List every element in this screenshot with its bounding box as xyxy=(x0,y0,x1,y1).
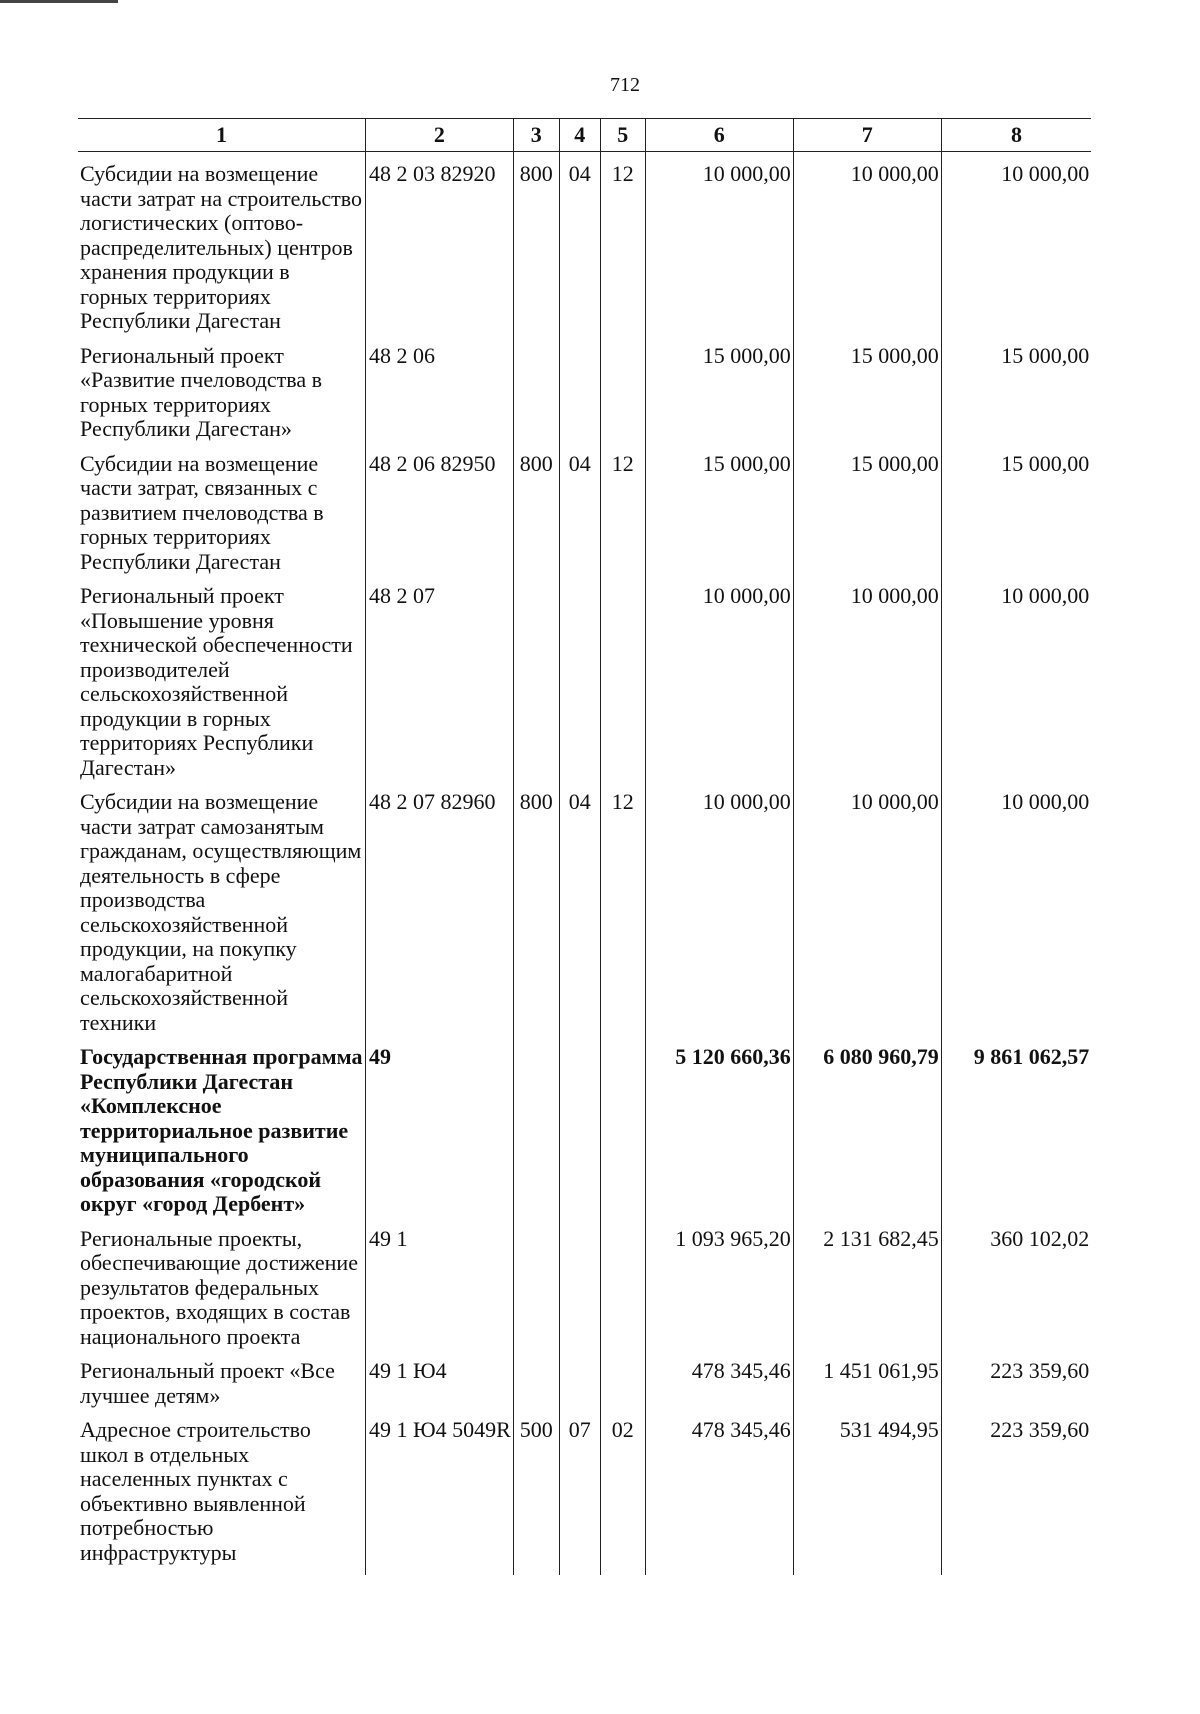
row-value-8: 10 000,00 xyxy=(941,152,1091,334)
header-col-7: 7 xyxy=(793,119,941,152)
table-row xyxy=(78,442,1091,575)
row-value-6: 15 000,00 xyxy=(645,442,793,575)
row-value-8: 9 861 062,57 xyxy=(941,1035,1091,1217)
row-code: 48 2 07 xyxy=(366,574,514,780)
header-col-3: 3 xyxy=(513,119,559,152)
row-col-4 xyxy=(559,1035,600,1217)
page-number: 712 xyxy=(610,74,640,96)
row-col-4: 07 xyxy=(559,1408,600,1575)
row-name: Субсидии на возмещение части затрат, связанных с развитием пчеловодства в горных территориях Республики Дагестан xyxy=(80,450,324,574)
budget-table xyxy=(78,118,1091,1575)
table-row xyxy=(78,780,1091,1035)
header-col-6: 6 xyxy=(645,119,793,152)
row-value-6: 10 000,00 xyxy=(645,152,793,334)
row-col-4 xyxy=(559,1217,600,1350)
table-row xyxy=(78,1217,1091,1350)
row-name: Адресное строительство школ в отдельных населенных пунктах с объективно выявленной потребностью инфраструктуры xyxy=(80,1417,311,1565)
header-col-1: 1 xyxy=(78,119,366,152)
row-value-8: 223 359,60 xyxy=(941,1408,1091,1575)
header-col-5: 5 xyxy=(600,119,645,152)
row-value-7: 531 494,95 xyxy=(793,1408,941,1575)
table-row xyxy=(78,334,1091,442)
row-col-4: 04 xyxy=(559,152,600,334)
header-row xyxy=(78,119,1091,152)
row-col-3: 800 xyxy=(513,152,559,334)
row-col-5 xyxy=(600,334,645,442)
row-value-7: 6 080 960,79 xyxy=(793,1035,941,1217)
row-value-7: 10 000,00 xyxy=(793,780,941,1035)
row-col-5 xyxy=(600,574,645,780)
row-value-6: 1 093 965,20 xyxy=(645,1217,793,1350)
row-col-3: 800 xyxy=(513,442,559,575)
row-col-3: 500 xyxy=(513,1408,559,1575)
row-value-6: 10 000,00 xyxy=(645,780,793,1035)
row-value-7: 15 000,00 xyxy=(793,442,941,575)
row-col-4 xyxy=(559,574,600,780)
row-col-5 xyxy=(600,1035,645,1217)
row-col-3: 800 xyxy=(513,780,559,1035)
row-col-5 xyxy=(600,1217,645,1350)
row-code: 48 2 03 82920 xyxy=(366,152,514,334)
row-code: 48 2 06 xyxy=(366,334,514,442)
row-col-3 xyxy=(513,1035,559,1217)
row-value-6: 15 000,00 xyxy=(645,334,793,442)
table-row xyxy=(78,1408,1091,1575)
row-name: Региональный проект «Все лучшее детям» xyxy=(80,1358,335,1408)
row-value-8: 360 102,02 xyxy=(941,1217,1091,1350)
row-col-4 xyxy=(559,334,600,442)
row-value-6: 10 000,00 xyxy=(645,574,793,780)
row-value-7: 10 000,00 xyxy=(793,152,941,334)
row-value-8: 223 359,60 xyxy=(941,1349,1091,1408)
row-col-5: 12 xyxy=(600,442,645,575)
table-row xyxy=(78,1349,1091,1408)
header-col-4: 4 xyxy=(559,119,600,152)
table-row xyxy=(78,152,1091,334)
row-name: Региональный проект «Развитие пчеловодства в горных территориях Республики Дагестан» xyxy=(80,342,323,441)
row-value-8: 15 000,00 xyxy=(941,334,1091,442)
row-name: Региональный проект «Повышение уровня технической обеспеченности производителей сельскохозяйственной продукции в горных территориях Республики Дагестан» xyxy=(80,583,353,780)
row-name: Субсидии на возмещение части затрат самозанятым гражданам, осуществляющим деятельность в сфере производства сельскохозяйственной продукции, на покупку малогабаритной сельскохозяйственной техники xyxy=(80,789,362,1035)
row-col-4 xyxy=(559,1349,600,1408)
row-col-5: 02 xyxy=(600,1408,645,1575)
row-value-7: 10 000,00 xyxy=(793,574,941,780)
row-value-6: 478 345,46 xyxy=(645,1349,793,1408)
row-value-8: 10 000,00 xyxy=(941,574,1091,780)
row-code: 48 2 07 82960 xyxy=(366,780,514,1035)
row-value-6: 478 345,46 xyxy=(645,1408,793,1575)
scan-edge-mark xyxy=(0,0,118,3)
row-col-3 xyxy=(513,1349,559,1408)
row-col-4: 04 xyxy=(559,780,600,1035)
row-col-5 xyxy=(600,1349,645,1408)
row-name: Государственная программа Республики Дагестан «Комплексное территориальное развитие муниципального образования «городской округ «город Дербент» xyxy=(80,1044,363,1216)
row-col-3 xyxy=(513,334,559,442)
row-code: 49 1 xyxy=(366,1217,514,1350)
row-col-3 xyxy=(513,1217,559,1350)
row-col-5: 12 xyxy=(600,152,645,334)
row-value-6: 5 120 660,36 xyxy=(645,1035,793,1217)
row-code: 48 2 06 82950 xyxy=(366,442,514,575)
row-value-7: 2 131 682,45 xyxy=(793,1217,941,1350)
row-code: 49 1 Ю4 xyxy=(366,1349,514,1408)
row-col-4: 04 xyxy=(559,442,600,575)
header-col-8: 8 xyxy=(941,119,1091,152)
row-value-8: 10 000,00 xyxy=(941,780,1091,1035)
row-name: Региональные проекты, обеспечивающие достижение результатов федеральных проектов, входящих в состав национального проекта xyxy=(80,1225,358,1349)
table-row-program xyxy=(78,1035,1091,1217)
row-code: 49 1 Ю4 5049R xyxy=(366,1408,514,1575)
header-col-2: 2 xyxy=(366,119,514,152)
table-row xyxy=(78,574,1091,780)
row-name: Субсидии на возмещение части затрат на строительство логистических (оптово-распределительных) центров хранения продукции в горных территориях Республики Дагестан xyxy=(80,161,363,333)
row-col-5: 12 xyxy=(600,780,645,1035)
row-value-7: 1 451 061,95 xyxy=(793,1349,941,1408)
row-value-8: 15 000,00 xyxy=(941,442,1091,575)
row-value-7: 15 000,00 xyxy=(793,334,941,442)
row-code: 49 xyxy=(366,1035,514,1217)
row-col-3 xyxy=(513,574,559,780)
